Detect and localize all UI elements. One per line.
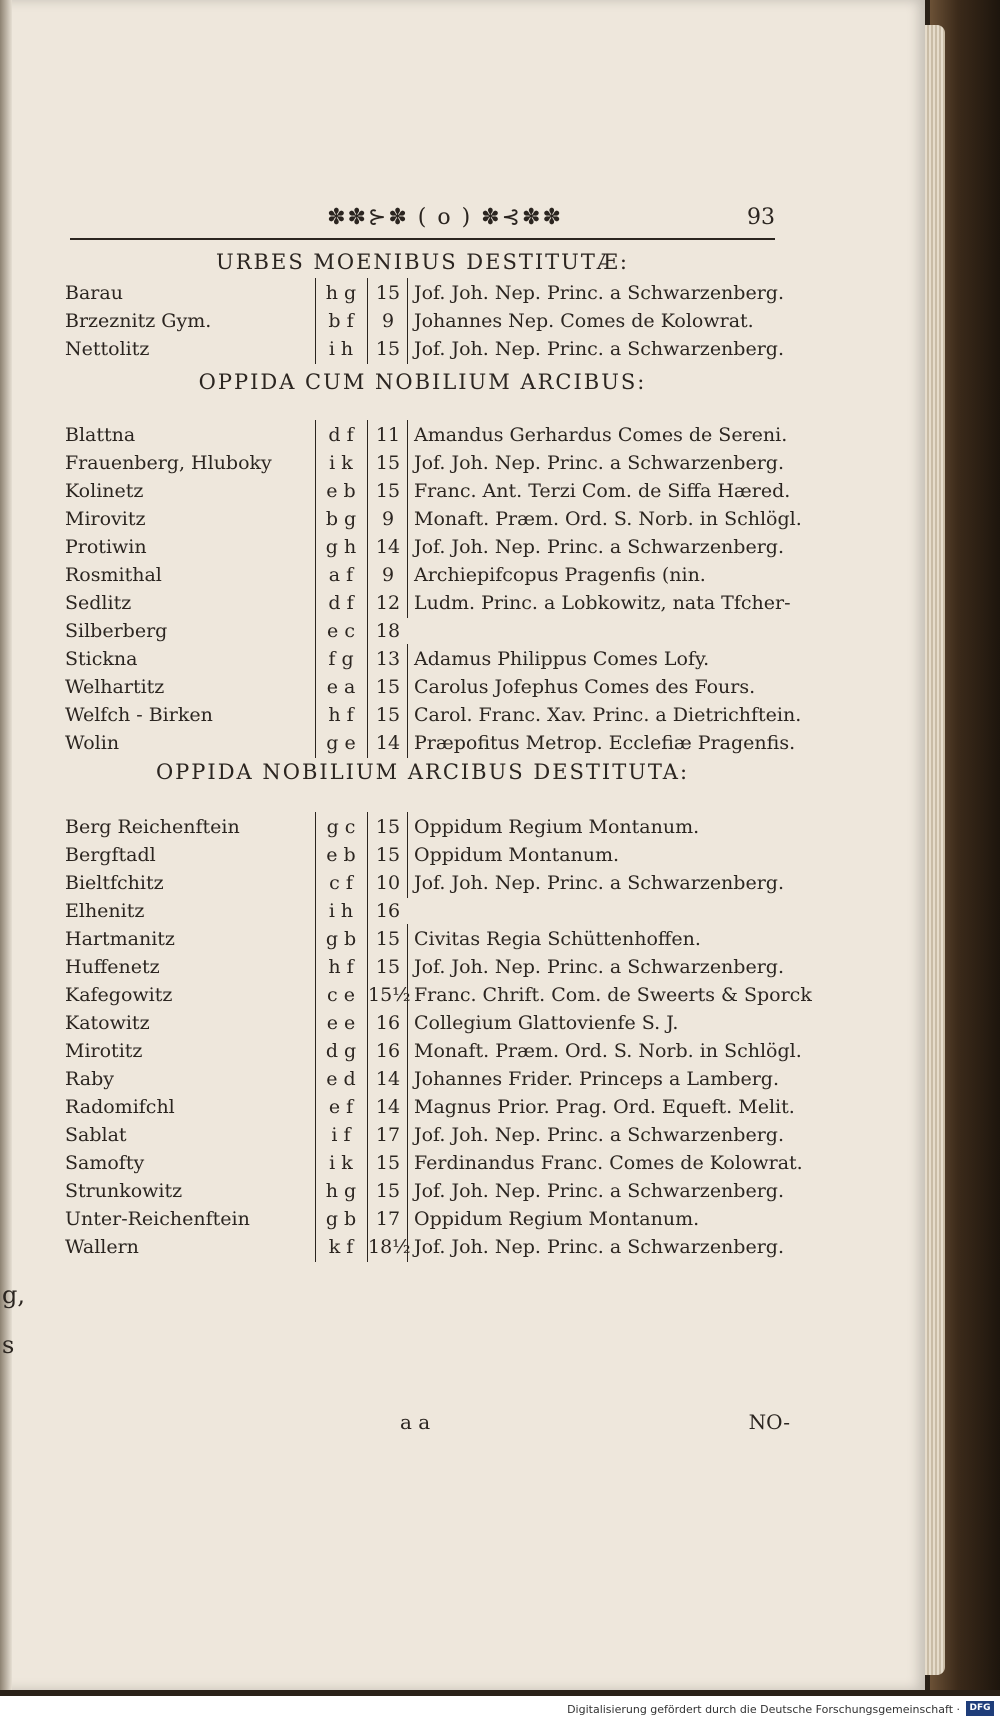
- cell-grid: e c: [315, 616, 366, 646]
- cell-owner: Jof. Joh. Nep. Princ. a Schwarzenberg.: [407, 868, 784, 898]
- cell-town: Kolinetz: [65, 480, 144, 502]
- page-footer: [70, 1410, 790, 1440]
- cell-owner: Jof. Joh. Nep. Princ. a Schwarzenberg.: [407, 278, 784, 308]
- cell-town: Elhenitz: [65, 900, 145, 922]
- cell-num: 15: [367, 334, 408, 364]
- cell-grid: e f: [315, 1092, 366, 1122]
- cell-num: 15½: [367, 980, 408, 1010]
- cell-num: 15: [367, 1176, 408, 1206]
- table-row: [65, 700, 802, 730]
- cell-grid: e b: [315, 476, 366, 506]
- margin-glyph: s: [2, 1331, 15, 1359]
- cell-town: Unter-Reichenftein: [65, 1208, 250, 1230]
- cell-owner: Amandus Gerhardus Comes de Sereni.: [407, 420, 787, 450]
- cell-grid: g e: [315, 728, 366, 758]
- table-row: [65, 1008, 795, 1038]
- cell-num: 17: [367, 1204, 408, 1234]
- table-row: [65, 952, 795, 982]
- cell-owner: Adamus Philippus Comes Lofy.: [407, 644, 709, 674]
- cell-owner: Jof. Joh. Nep. Princ. a Schwarzenberg.: [407, 334, 784, 364]
- page-number: 93: [747, 205, 775, 230]
- cell-num: 14: [367, 1092, 408, 1122]
- cell-town: Sablat: [65, 1124, 127, 1146]
- cell-num: 15: [367, 1148, 408, 1178]
- cell-grid: k f: [315, 1232, 366, 1262]
- cell-owner: Jof. Joh. Nep. Princ. a Schwarzenberg.: [407, 1232, 784, 1262]
- cell-owner: Oppidum Regium Montanum.: [407, 812, 699, 842]
- cell-town: Frauenberg, Hluboky: [65, 452, 272, 474]
- cell-owner: Ludm. Princ. a Lobkowitz, nata Tfcher-: [407, 588, 791, 618]
- table-row: [65, 868, 795, 898]
- cell-grid: c e: [315, 980, 366, 1010]
- table-row: [65, 532, 795, 562]
- cell-grid: h g: [315, 1176, 366, 1206]
- table-row: [65, 1036, 802, 1066]
- cell-owner: Ferdinandus Franc. Comes de Kolowrat.: [407, 1148, 803, 1178]
- cell-owner: Præpofitus Metrop. Ecclefiæ Pragenfis.: [407, 728, 795, 758]
- cell-grid: i f: [315, 1120, 366, 1150]
- cell-town: Welfch - Birken: [65, 704, 213, 726]
- cell-grid: d g: [315, 1036, 366, 1066]
- cell-grid: g h: [315, 532, 366, 562]
- cell-num: 15: [367, 448, 408, 478]
- table-row: [65, 728, 795, 758]
- table-row: [65, 1092, 795, 1122]
- table-row: [65, 840, 795, 870]
- cell-town: Strunkowitz: [65, 1180, 183, 1202]
- table-row: [65, 476, 795, 506]
- table-row: [65, 278, 795, 308]
- section-title: OPPIDA CUM NOBILIUM ARCIBUS:: [198, 370, 647, 394]
- cell-grid: f g: [315, 644, 366, 674]
- cell-owner: Carolus Jofephus Comes des Fours.: [407, 672, 755, 702]
- cell-num: 15: [367, 700, 408, 730]
- cell-town: Berg Reichenftein: [65, 816, 240, 838]
- cell-town: Kafegowitz: [65, 984, 173, 1006]
- cell-owner: Franc. Chrift. Com. de Sweerts & Sporck: [407, 980, 812, 1010]
- cell-grid: d f: [315, 588, 366, 618]
- margin-glyphs: [2, 1270, 25, 1370]
- signature-mark: a a: [400, 1410, 431, 1434]
- attribution-bar: [0, 1696, 1000, 1722]
- dfg-logo: DFG: [966, 1701, 994, 1716]
- table-row: [65, 1120, 795, 1150]
- cell-owner: Jof. Joh. Nep. Princ. a Schwarzenberg.: [407, 1120, 784, 1150]
- cell-grid: e b: [315, 840, 366, 870]
- table-row: [65, 1148, 803, 1178]
- table-row: [65, 672, 795, 702]
- cell-town: Bergftadl: [65, 844, 156, 866]
- cell-num: 15: [367, 278, 408, 308]
- cell-num: 9: [367, 504, 408, 534]
- cell-grid: h f: [315, 700, 366, 730]
- cell-owner: Collegium Glattovienfe S. J.: [407, 1008, 678, 1038]
- cell-town: Mirotitz: [65, 1040, 143, 1062]
- table-row: [65, 560, 795, 590]
- cell-num: 14: [367, 1064, 408, 1094]
- attribution-text: Digitalisierung gefördert durch die Deutsche Forschungsgemeinschaft ·: [567, 1703, 960, 1716]
- cell-owner: Johannes Nep. Comes de Kolowrat.: [407, 306, 754, 336]
- cell-num: 15: [367, 812, 408, 842]
- cell-grid: e d: [315, 1064, 366, 1094]
- cell-num: 14: [367, 532, 408, 562]
- cell-town: Rosmithal: [65, 564, 162, 586]
- cell-owner: Carol. Franc. Xav. Princ. a Dietrichftein.: [407, 700, 801, 730]
- cell-num: 9: [367, 306, 408, 336]
- cell-town: Stickna: [65, 648, 138, 670]
- cell-town: Mirovitz: [65, 508, 146, 530]
- table-row: [65, 1204, 795, 1234]
- cell-town: Raby: [65, 1068, 114, 1090]
- cell-owner: Franc. Ant. Terzi Com. de Siffa Hæred.: [407, 476, 790, 506]
- cell-grid: i h: [315, 896, 366, 926]
- table-row: [65, 1232, 795, 1262]
- cell-grid: e a: [315, 672, 366, 702]
- cell-owner: Archiepifcopus Pragenfis (nin.: [407, 560, 706, 590]
- cell-num: 10: [367, 868, 408, 898]
- cell-num: 9: [367, 560, 408, 590]
- cell-town: Bieltfchitz: [65, 872, 164, 894]
- cell-town: Blattna: [65, 424, 136, 446]
- cell-town: Wallern: [65, 1236, 139, 1258]
- cell-owner: Civitas Regia Schüttenhoffen.: [407, 924, 701, 954]
- cell-grid: i k: [315, 448, 366, 478]
- cell-grid: i k: [315, 1148, 366, 1178]
- cell-num: 13: [367, 644, 408, 674]
- section-title: URBES MOENIBUS DESTITUTÆ:: [216, 250, 629, 274]
- cell-town: Barau: [65, 282, 123, 304]
- cell-town: Hartmanitz: [65, 928, 175, 950]
- cell-town: Welhartitz: [65, 676, 165, 698]
- margin-glyph: g,: [2, 1281, 25, 1309]
- cell-owner: Monaft. Præm. Ord. S. Norb. in Schlögl.: [407, 1036, 802, 1066]
- cell-owner: Jof. Joh. Nep. Princ. a Schwarzenberg.: [407, 532, 784, 562]
- cell-owner: Oppidum Montanum.: [407, 840, 619, 870]
- cell-town: Katowitz: [65, 1012, 150, 1034]
- cell-owner: Jof. Joh. Nep. Princ. a Schwarzenberg.: [407, 952, 784, 982]
- cell-town: Nettolitz: [65, 338, 150, 360]
- cell-num: 18: [367, 616, 408, 646]
- cell-grid: d f: [315, 420, 366, 450]
- table-row: [65, 644, 795, 674]
- cell-num: 16: [367, 1008, 408, 1038]
- catchword: NO-: [748, 1410, 790, 1434]
- cell-town: Protiwin: [65, 536, 147, 558]
- cell-owner: Monaft. Præm. Ord. S. Norb. in Schlögl.: [407, 504, 802, 534]
- cell-num: 15: [367, 672, 408, 702]
- table-row: [65, 334, 795, 364]
- table-row: [65, 1064, 795, 1094]
- table-row: [65, 448, 795, 478]
- table-row: [65, 616, 795, 646]
- header-rule: [70, 238, 775, 240]
- page-header: [70, 205, 775, 239]
- cell-owner: Magnus Prior. Prag. Ord. Equeft. Melit.: [407, 1092, 795, 1122]
- table-row: [65, 420, 795, 450]
- cell-town: Silberberg: [65, 620, 168, 642]
- cell-num: 14: [367, 728, 408, 758]
- cell-grid: g b: [315, 1204, 366, 1234]
- section-title: OPPIDA NOBILIUM ARCIBUS DESTITUTA:: [155, 760, 690, 784]
- cell-grid: a f: [315, 560, 366, 590]
- table-row: [65, 924, 795, 954]
- table-row: [65, 980, 812, 1010]
- table-row: [65, 812, 795, 842]
- cell-owner: Johannes Frider. Princeps a Lamberg.: [407, 1064, 779, 1094]
- cell-num: 15: [367, 952, 408, 982]
- cell-num: 17: [367, 1120, 408, 1150]
- cell-town: Sedlitz: [65, 592, 132, 614]
- cell-num: 18½: [367, 1232, 408, 1262]
- cell-town: Samofty: [65, 1152, 145, 1174]
- cell-town: Brzeznitz Gym.: [65, 310, 212, 332]
- cell-grid: h f: [315, 952, 366, 982]
- table-row: [65, 896, 795, 926]
- cell-owner: Jof. Joh. Nep. Princ. a Schwarzenberg.: [407, 1176, 784, 1206]
- cell-owner: Jof. Joh. Nep. Princ. a Schwarzenberg.: [407, 448, 784, 478]
- previous-page-edge: [0, 0, 12, 1690]
- cell-grid: b g: [315, 504, 366, 534]
- cell-num: 12: [367, 588, 408, 618]
- table-row: [65, 1176, 795, 1206]
- cell-grid: g b: [315, 924, 366, 954]
- cell-town: Huffenetz: [65, 956, 160, 978]
- cell-grid: h g: [315, 278, 366, 308]
- table-row: [65, 504, 802, 534]
- cell-num: 15: [367, 924, 408, 954]
- cell-owner: Oppidum Regium Montanum.: [407, 1204, 699, 1234]
- table-row: [65, 306, 795, 336]
- cell-num: 15: [367, 840, 408, 870]
- cell-num: 11: [367, 420, 408, 450]
- cell-num: 16: [367, 896, 408, 926]
- header-ornament: ✽✽⊱✽ ( o ) ✽⊰✽✽: [327, 205, 563, 230]
- cell-grid: g c: [315, 812, 366, 842]
- table-row: [65, 588, 795, 618]
- cell-num: 16: [367, 1036, 408, 1066]
- cell-town: Radomifchl: [65, 1096, 175, 1118]
- cell-grid: b f: [315, 306, 366, 336]
- cell-town: Wolin: [65, 732, 120, 754]
- cell-num: 15: [367, 476, 408, 506]
- cell-grid: e e: [315, 1008, 366, 1038]
- cell-grid: c f: [315, 868, 366, 898]
- cell-grid: i h: [315, 334, 366, 364]
